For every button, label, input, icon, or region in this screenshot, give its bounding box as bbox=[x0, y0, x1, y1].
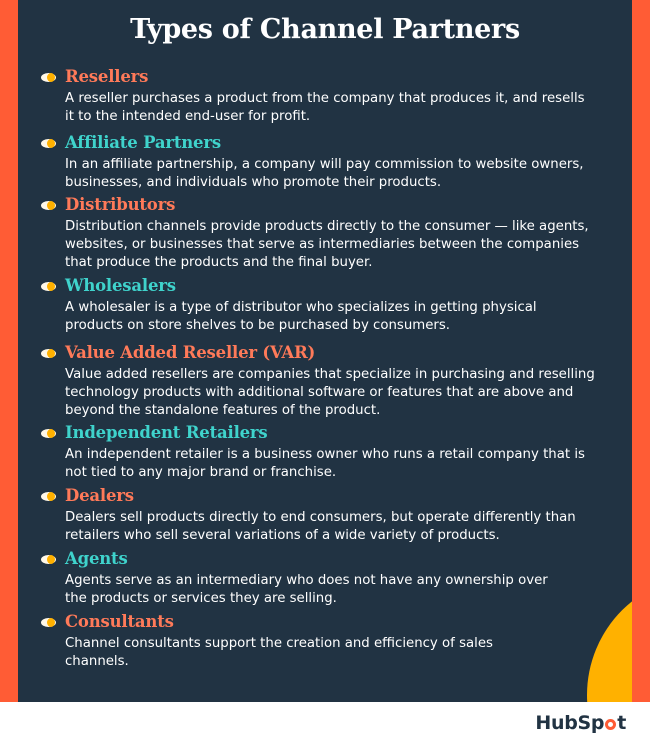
bullet-icon bbox=[40, 617, 57, 628]
partner-description: Agents serve as an intermediary who does not have any ownership over the products or services they are selling. bbox=[65, 573, 548, 606]
bullet-icon bbox=[40, 554, 57, 565]
partner-description: Channel consultants support the creation and efficiency of sales channels. bbox=[65, 636, 493, 669]
bullet-icon bbox=[40, 428, 57, 439]
partner-description: Distribution channels provide products directly to the consumer — like agents, websites, or businesses that serve as intermediaries between the companies that produce the products and the final buyer. bbox=[65, 219, 589, 270]
right-accent-stripe bbox=[632, 0, 650, 702]
sprocket-icon bbox=[605, 719, 616, 730]
partner-heading: Wholesalers bbox=[65, 276, 176, 295]
logo-text-left: HubSp bbox=[535, 712, 605, 734]
logo-text-right: t bbox=[617, 712, 626, 734]
bullet-icon bbox=[40, 281, 57, 292]
partner-heading: Affiliate Partners bbox=[65, 133, 221, 152]
partner-heading: Value Added Reseller (VAR) bbox=[65, 343, 316, 362]
page-title: Types of Channel Partners bbox=[130, 14, 520, 45]
partner-heading: Distributors bbox=[65, 195, 176, 214]
left-accent-stripe bbox=[0, 0, 18, 702]
partner-description: A reseller purchases a product from the company that produces it, and resells it to the intended end-user for profit. bbox=[65, 91, 585, 124]
hubspot-logo bbox=[535, 712, 626, 734]
partner-description: A wholesaler is a type of distributor who specializes in getting physical products on store shelves to be purchased by consumers. bbox=[65, 300, 537, 333]
bullet-icon bbox=[40, 72, 57, 83]
bullet-icon bbox=[40, 200, 57, 211]
partner-description: An independent retailer is a business owner who runs a retail company that is not tied to any major brand or franchise. bbox=[65, 447, 585, 480]
partner-heading: Dealers bbox=[65, 486, 134, 505]
partner-description: Value added resellers are companies that specialize in purchasing and reselling technology products with additional software or features that are above and beyond the standalone features of the product. bbox=[65, 367, 595, 418]
partner-heading: Consultants bbox=[65, 612, 174, 631]
partner-heading: Independent Retailers bbox=[65, 423, 268, 442]
bullet-icon bbox=[40, 138, 57, 149]
partner-heading: Agents bbox=[65, 549, 128, 568]
partner-description: In an affiliate partnership, a company will pay commission to website owners, businesses, and individuals who promote their products. bbox=[65, 157, 584, 190]
content-panel bbox=[18, 0, 632, 702]
bullet-icon bbox=[40, 348, 57, 359]
partner-description: Dealers sell products directly to end consumers, but operate differently than retailers who sell several variations of a wide variety of products. bbox=[65, 510, 576, 543]
partner-heading: Resellers bbox=[65, 67, 149, 86]
bullet-icon bbox=[40, 491, 57, 502]
